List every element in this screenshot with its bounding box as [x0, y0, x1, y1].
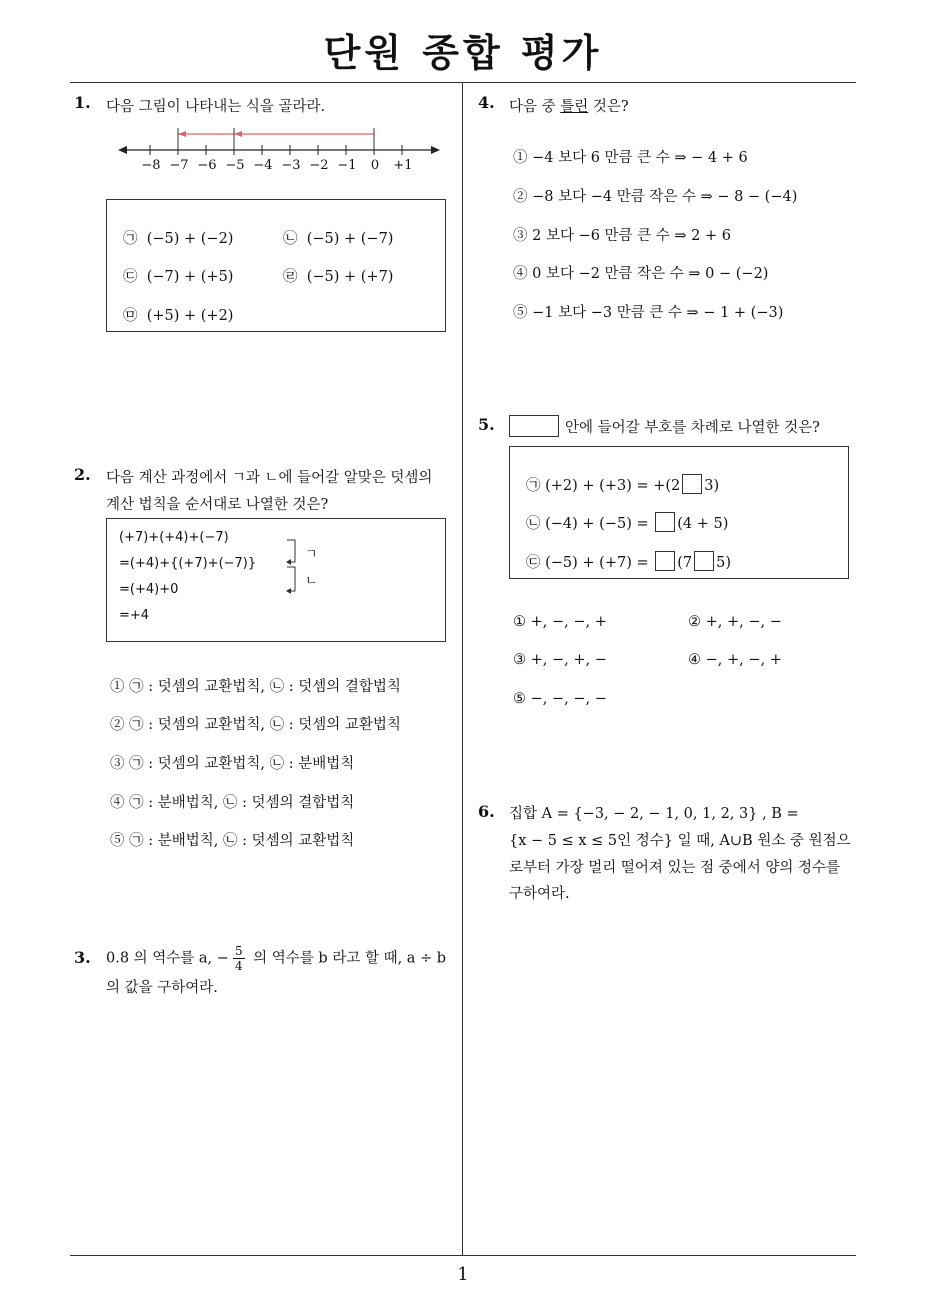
option-1: ① ㉠ : 덧셈의 교환법칙, ㉡ : 덧셈의 결합법칙 [110, 679, 401, 695]
blank-square [694, 551, 714, 571]
question-number: 4. [478, 93, 495, 112]
tick-label: 0 [370, 158, 380, 173]
question-number: 1. [74, 93, 91, 112]
blank-square [682, 474, 702, 494]
question-text-line1: 다음 계산 과정에서 ㄱ과 ㄴ에 들어갈 알맞은 덧셈의 [106, 470, 433, 486]
option-5: ⑤ ㉠ : 분배법칙, ㉡ : 덧셈의 교환법칙 [110, 833, 355, 849]
option-3: ③ ㉠ : 덧셈의 교환법칙, ㉡ : 분배법칙 [110, 756, 355, 772]
fraction: $\frac{5}{4}$ [234, 944, 243, 973]
bracket-a [287, 540, 295, 562]
question-number: 5. [478, 415, 495, 434]
bracket-b [287, 567, 295, 591]
question-text-line2: 계산 법칙을 순서대로 나열한 것은? [106, 497, 329, 513]
jump-arrowhead-1 [178, 131, 186, 137]
blank-square [655, 512, 675, 532]
tick-label: −2 [309, 158, 329, 173]
calculation-box [106, 518, 446, 642]
bracket-a-arrowhead [286, 559, 291, 565]
blank-square [655, 551, 675, 571]
expression-c: ㉢ (−5) + (+7) = (7 5) [526, 551, 731, 572]
option-1: ① +, −, −, + [513, 614, 607, 630]
page-number: 1 [457, 1264, 469, 1285]
label-a: ㄱ [305, 547, 318, 562]
question-text: 안에 들어갈 부호를 차례로 나열한 것은? [509, 415, 820, 437]
tick-label: −5 [225, 158, 245, 173]
tick-label: −8 [141, 158, 161, 173]
option-2: ② −8 보다 −4 만큼 작은 수 ⇒ − 8 − (−4) [513, 189, 798, 205]
choices-box [106, 199, 446, 332]
label-b: ㄴ [305, 574, 318, 589]
page-title: 단원 종합 평가 [323, 31, 603, 75]
jump-arrowhead-2 [234, 131, 242, 137]
question-text-line1: 집합 A = {−3, − 2, − 1, 0, 1, 2, 3} , B = [509, 806, 799, 822]
choice-d: ㉣ (−5) + (+7) [283, 269, 394, 285]
question-text: 다음 그림이 나타내는 식을 골라라. [106, 99, 326, 115]
bracket-b-arrowhead [286, 588, 291, 594]
question-number: 6. [478, 802, 495, 821]
option-4: ④ 0 보다 −2 만큼 작은 수 ⇒ 0 − (−2) [513, 266, 769, 282]
option-2: ② ㉠ : 덧셈의 교환법칙, ㉡ : 덧셈의 교환법칙 [110, 717, 401, 733]
bottom-rule [70, 1255, 856, 1256]
choice-c: ㉢ (−7) + (+5) [123, 269, 234, 285]
column-divider [462, 83, 463, 1255]
blank-box [509, 415, 559, 437]
choice-e: ㉤ (+5) + (+2) [123, 308, 234, 324]
tick-label: +1 [393, 158, 413, 173]
question-number: 3. [74, 948, 91, 967]
calc-step: (+7)+(+4)+(−7) [119, 530, 229, 545]
option-5: ⑤ −1 보다 −3 만큼 큰 수 ⇒ − 1 + (−3) [513, 305, 784, 321]
expression-b: ㉡ (−4) + (−5) = (4 + 5) [526, 512, 728, 533]
tick-label: −3 [281, 158, 301, 173]
tick-label: −7 [169, 158, 189, 173]
question-text-line4: 구하여라. [509, 886, 570, 902]
expressions-box [509, 446, 849, 579]
option-1: ① −4 보다 6 만큼 큰 수 ⇒ − 4 + 6 [513, 150, 748, 166]
question-text-line1: 0.8 의 역수를 a, − $\frac{5}{4}$ 의 역수를 b 라고 할 때, a ÷ b [106, 944, 447, 973]
option-4: ④ ㉠ : 분배법칙, ㉡ : 덧셈의 결합법칙 [110, 795, 355, 811]
calc-step: =+4 [119, 608, 150, 623]
calc-step: =(+4)+{(+7)+(−7)} [119, 556, 257, 571]
tick-label: −6 [197, 158, 217, 173]
tick-label: −4 [253, 158, 273, 173]
calc-step: =(+4)+0 [119, 582, 179, 597]
question-number: 2. [74, 465, 91, 484]
underlined-word: 틀린 [560, 99, 589, 115]
question-text: 다음 중 틀린 것은? [509, 99, 629, 115]
axis-left-arrowhead [118, 146, 127, 154]
tick-label: −1 [337, 158, 357, 173]
question-text-line2: {x − 5 ≤ x ≤ 5인 정수} 일 때, A∪B 원소 중 원점으 [509, 833, 851, 849]
choice-b: ㉡ (−5) + (−7) [283, 231, 394, 247]
top-rule [70, 82, 856, 83]
choice-a: ㉠ (−5) + (−2) [123, 231, 234, 247]
option-3: ③ 2 보다 −6 만큼 큰 수 ⇒ 2 + 6 [513, 228, 731, 244]
axis-right-arrowhead [431, 146, 440, 154]
option-3: ③ +, −, +, − [513, 652, 607, 668]
option-4: ④ −, +, −, + [688, 652, 782, 668]
question-text-line2: 의 값을 구하여라. [106, 980, 218, 996]
option-5: ⑤ −, −, −, − [513, 691, 607, 707]
question-text-line3: 로부터 가장 멀리 떨어져 있는 점 중에서 양의 정수를 [509, 860, 841, 876]
option-2: ② +, +, −, − [688, 614, 782, 630]
expression-a: ㉠ (+2) + (+3) = +(2 3) [526, 474, 719, 495]
